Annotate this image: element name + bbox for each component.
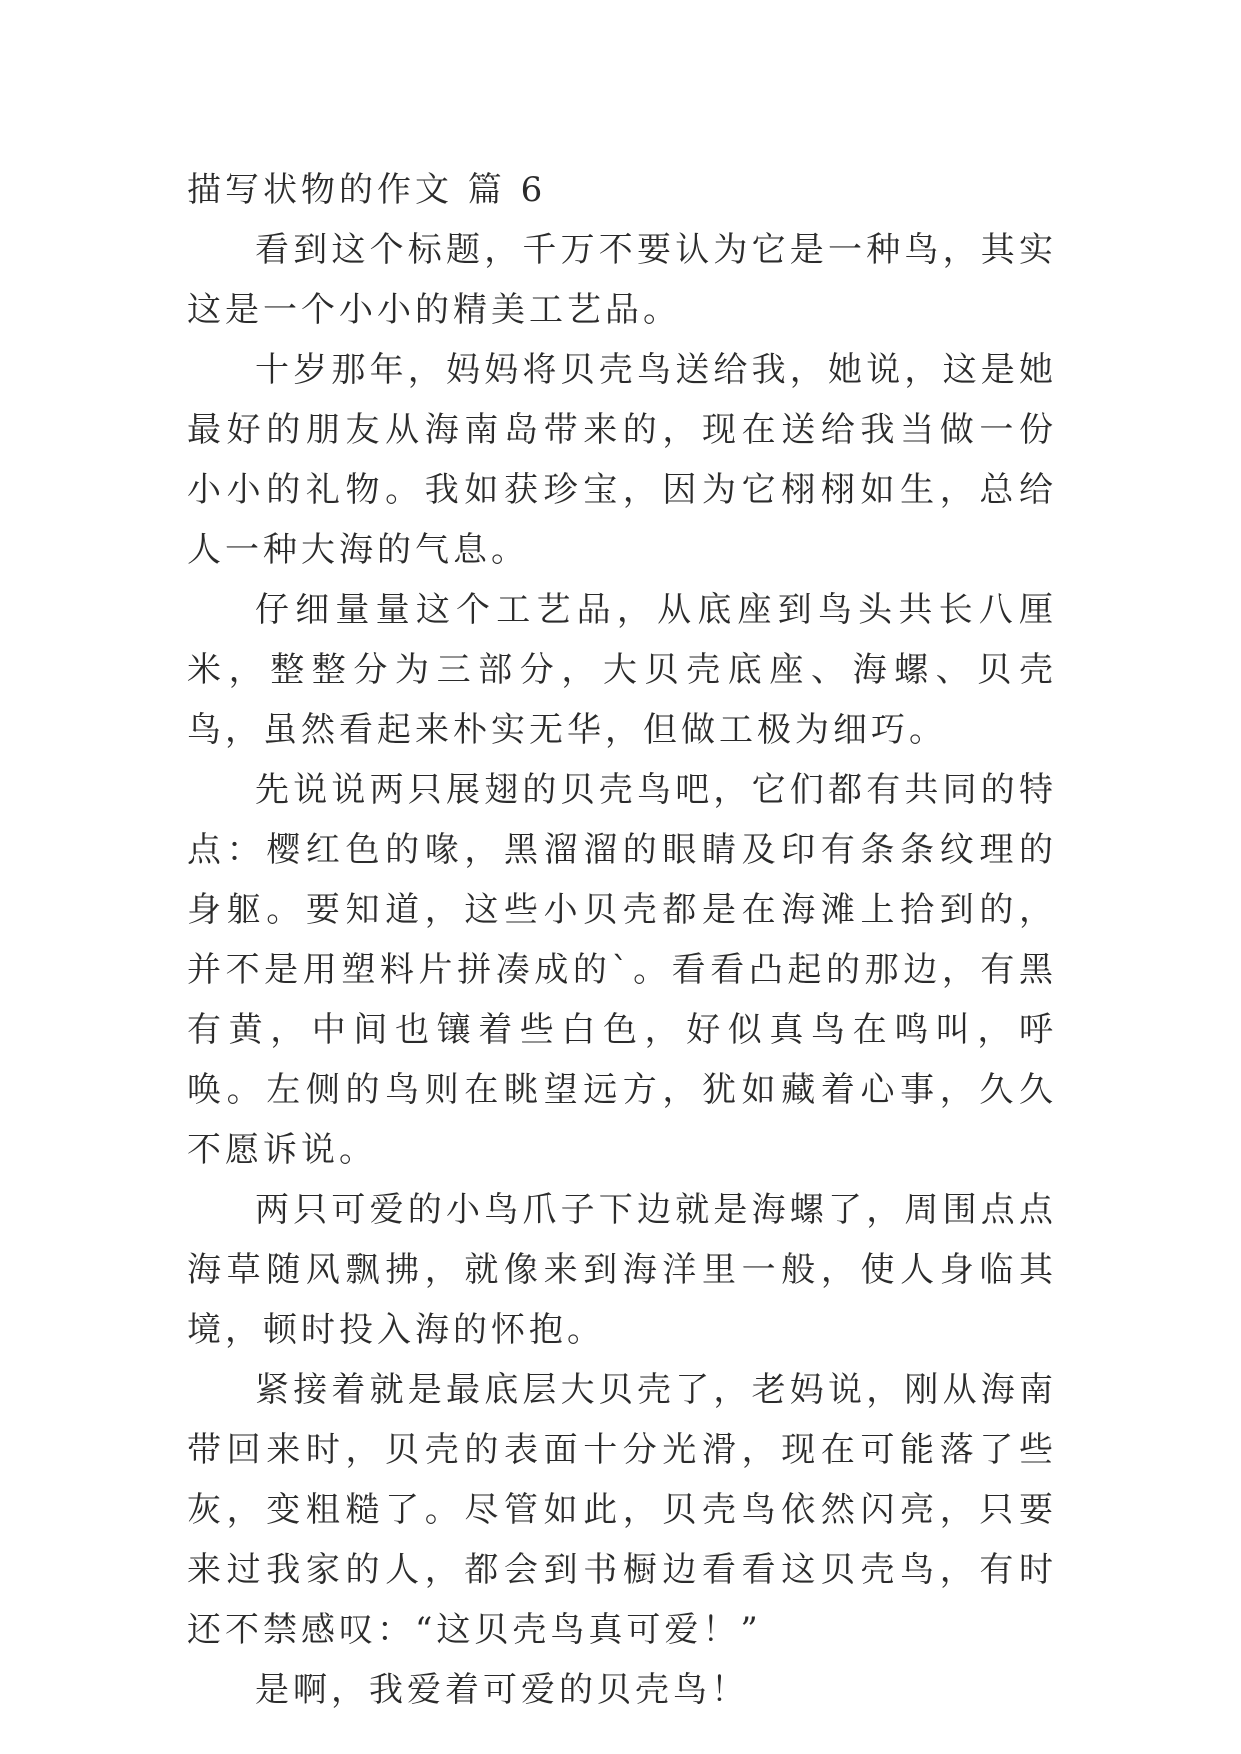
paragraph-gift: 十岁那年，妈妈将贝壳鸟送给我，她说，这是她最好的朋友从海南岛带来的，现在送给我当做一份小小的礼物。我如获珍宝，因为它栩栩如生，总给人一种大海的气息。 bbox=[187, 350, 1057, 570]
paragraph-conclusion: 是啊，我爱着可爱的贝壳鸟！ bbox=[255, 1670, 749, 1710]
paragraph-conch: 两只可爱的小鸟爪子下边就是海螺了，周围点点海草随风飘拂，就像来到海洋里一般，使人身临其境，顿时投入海的怀抱。 bbox=[187, 1190, 1057, 1350]
document-body bbox=[187, 160, 1057, 1720]
essay-title: 描写状物的作文 篇 6 bbox=[187, 170, 547, 210]
paragraph-birds: 先说说两只展翅的贝壳鸟吧，它们都有共同的特点：樱红色的喙，黑溜溜的眼睛及印有条条纹理的身躯。要知道，这些小贝壳都是在海滩上拾到的，并不是用塑料片拼凑成的`。看看凸起的那边，有黑有黄，中间也镶着些白色，好似真鸟在鸣叫，呼唤。左侧的鸟则在眺望远方，犹如藏着心事，久久不愿诉说。 bbox=[187, 770, 1057, 1170]
paragraph-base-shell: 紧接着就是最底层大贝壳了，老妈说，刚从海南带回来时，贝壳的表面十分光滑，现在可能落了些灰，变粗糙了。尽管如此，贝壳鸟依然闪亮，只要来过我家的人，都会到书橱边看看这贝壳鸟，有时还不禁感叹：“这贝壳鸟真可爱！” bbox=[187, 1370, 1057, 1650]
paragraph-intro: 看到这个标题，千万不要认为它是一种鸟，其实这是一个小小的精美工艺品。 bbox=[187, 230, 1057, 330]
paragraph-structure: 仔细量量这个工艺品，从底座到鸟头共长八厘米，整整分为三部分，大贝壳底座、海螺、贝壳鸟，虽然看起来朴实无华，但做工极为细巧。 bbox=[187, 590, 1057, 750]
